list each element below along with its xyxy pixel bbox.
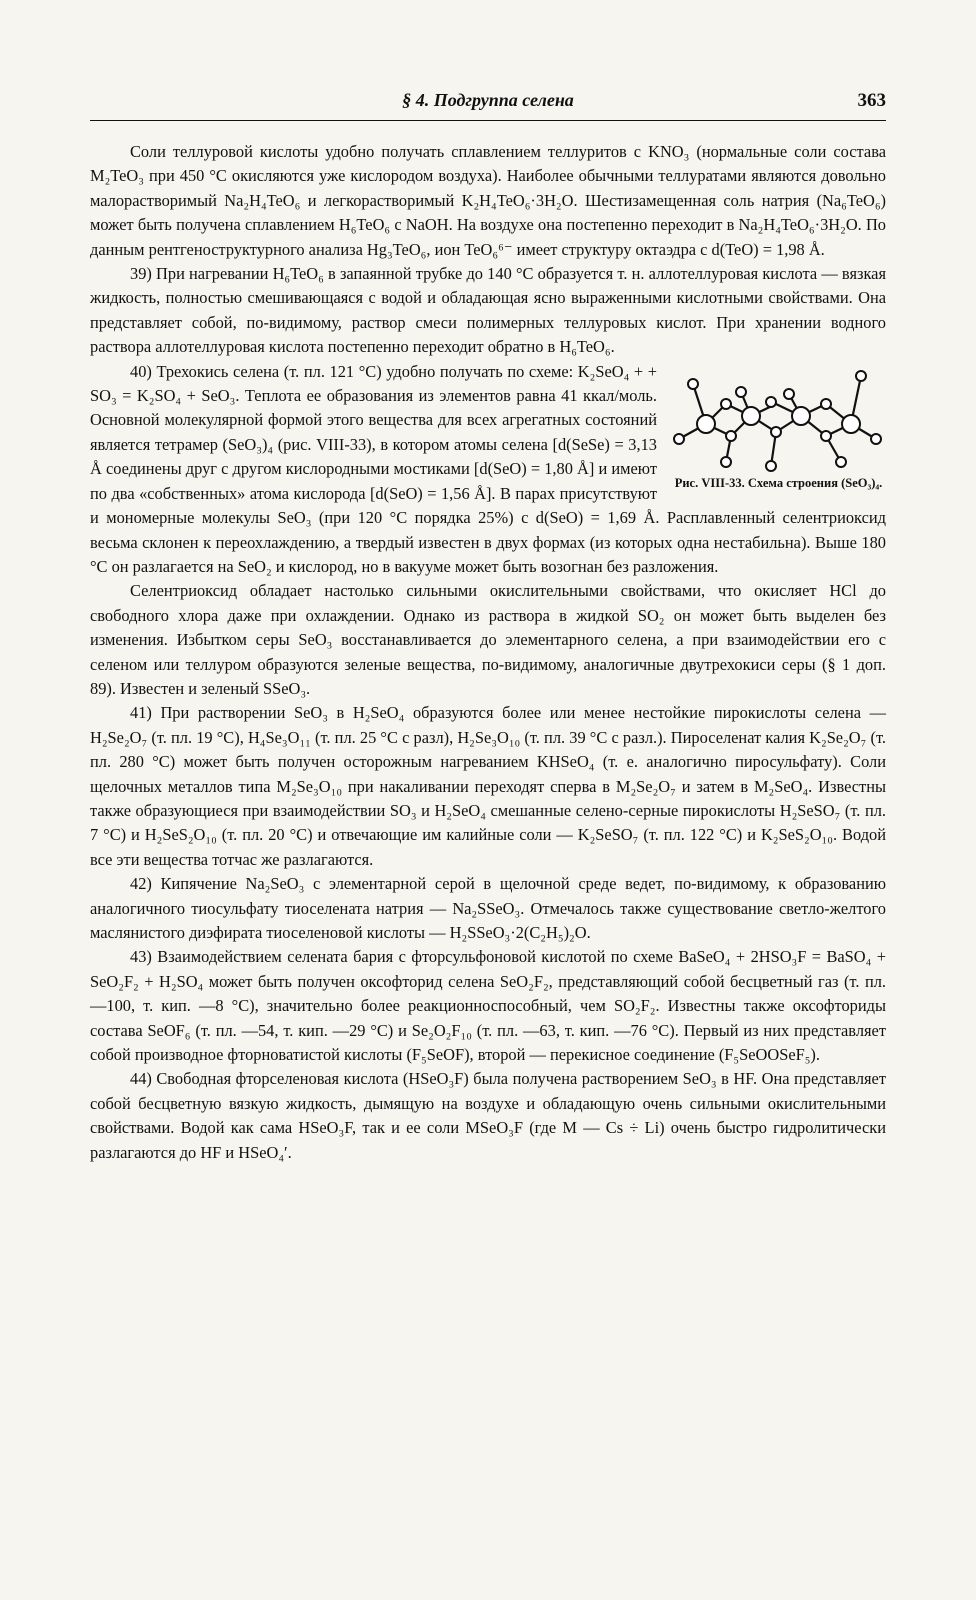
figure-seo3-tetramer <box>671 364 886 490</box>
running-title: § 4. Подгруппа селена <box>402 90 574 110</box>
paragraph-40: 40) Трехокись селена (т. пл. 121 °C) удобно получать по схеме: K₂SeO₄ + + SO₃ = K₂SO₄ + SeO₃. Теплота ее образования из элементов равна 41 ккал/моль. Основной молекулярной формой этого вещества для всех агрегатных состояний является тетрамер (SeO₃)₄ (рис. VIII-33), в котором атомы селена [d(SeSe) = 3,13 Å соединены друг с другом кислородными мостиками [d(SeO) = 1,80 Å] и имеют по два «собственных» атома кислорода [d(SeO) = 1,56 Å]. В парах присутствуют и мономерные молекулы SeO₃ (при 120 °C порядка 25%) с d(SeO) = 1,69 Å. Расплавленный селентриоксид весьма склонен к переохлаждению, а твердый известен в двух формах (из которых одна нестабильна). Выше 180 °C он разлагается на SeO₂ и кислород, но в вакууме может быть возогнан без разложения. <box>90 361 886 576</box>
paragraph-selenium-trioxide: Селентриоксид обладает настолько сильными окислительными свойствами, что окисляет HCl до свободного хлора даже при охлаждении. Однако из раствора в жидкой SO₂ он может быть выделен без изменения. Избытком серы SeO₃ восстанавливается до элементарного селена, а при взаимодействии его с селеном или теллуром образуются зеленые вещества, по-видимому, аналогичные двутрехокиси серы (§ 1 доп. 89). Известен и зеленый SSeO₃. <box>90 581 886 698</box>
page-number: 363 <box>857 90 886 111</box>
paragraph-41: 41) При растворении SeO₃ в H₂SeO₄ образуются более или менее нестойкие пирокислоты селена — H₂Se₂O₇ (т. пл. 19 °C), H₄Se₃O₁₁ (т. пл. 25 °C с разл), H₂Se₃O₁₀ (т. пл. 39 °C с разл.). Пироселенат калия K₂Se₂O₇ (т. пл. 280 °C) может быть получен осторожным нагреванием KHSeO₄ (т. е. аналогично пиросульфату). Соли щелочных металлов типа M₂Se₃O₁₀ при накаливании переходят сперва в M₂Se₂O₇ и затем в M₂SeO₄. Известны также образующиеся при взаимодействии SO₃ и H₂SeO₄ смешанные селено-серные пирокислоты H₂SeSO₇ (т. пл. 7 °C) и H₂SeS₂O₁₀ (т. пл. 20 °C) и отвечающие им калийные соли — K₂SeSO₇ (т. пл. 122 °C) и K₂SeS₂O₁₀. Водой все эти вещества тотчас же разлагаются. <box>90 703 886 869</box>
page-header <box>90 86 886 121</box>
paragraph-39: 39) При нагревании H₆TeO₆ в запаянной трубке до 140 °C образуется т. н. аллотеллуровая кислота — вязкая жидкость, полностью смешивающаяся с водой и обладающая ясно выраженными кислотными свойствами. Она представляет собой, по-видимому, раствор смеси полимерных теллуровых кислот. При хранении водного раствора аллотеллуровая кислота постепенно переходит обратно в H₆TeO₆. <box>90 264 886 357</box>
page-body <box>90 140 886 1165</box>
paragraph-42: 42) Кипячение Na₂SeO₃ с элементарной серой в щелочной среде ведет, по-видимому, к образованию аналогичного тиосульфату тиоселената натрия — Na₂SSeO₃. Отмечалось также существование светло-желтого маслянистого диэфирата тиоселеновой кислоты — H₂SSeO₃·2(C₂H₅)₂O. <box>90 874 886 942</box>
paragraph-telluric-salts: Соли теллуровой кислоты удобно получать сплавлением теллуритов с KNO₃ (нормальные соли состава M₂TeO₃ при 450 °C окисляются уже кислородом воздуха). Наиболее обычными теллуратами являются довольно малорастворимый Na₂H₄TeO₆ и легкорастворимый K₂H₄TeO₆·3H₂O. Шестизамещенная соль натрия (Na₆TeO₆) может быть получена сплавлением H₆TeO₆ с NaOH. На воздухе она постепенно переходит в Na₂H₄TeO₆·3H₂O. По данным рентгеноструктурного анализа Hg₃TeO₆, ион TeO₆⁶⁻ имеет структуру октаэдра с d(TeO) = 1,98 Å. <box>90 142 886 259</box>
paragraph-43: 43) Взаимодействием селената бария с фторсульфоновой кислотой по схеме BaSeO₄ + 2HSO₃F = BaSO₄ + SeO₂F₂ + H₂SO₄ может быть получен оксофторид селена SeO₂F₂, представляющий собой бесцветный газ (т. пл. —100, т. кип. —8 °C), значительно более реакционноспособный, чем SO₂F₂. Известны также оксофториды состава SeOF₆ (т. пл. —54, т. кип. —29 °C) и Se₂O₂F₁₀ (т. пл. —63, т. кип. —76 °C). Первый из них представляет собой производное фторноватистой кислоты (F₅SeOF), второй — перекисное соединение (F₅SeOOSeF₅). <box>90 947 886 1065</box>
tetramer-structure-diagram <box>671 364 886 476</box>
paragraph-44: 44) Свободная фторселеновая кислота (HSeO₃F) была получена растворением SeO₃ в HF. Она представляет собой бесцветную вязкую жидкость, дымящую на воздухе и обладающую очень сильными окислительными свойствами. Водой как сама HSeO₃F, так и ее соли MSeO₃F (где M — Cs ÷ Li) очень быстро гидролитически разлагаются до HF и HSeO₄′. <box>90 1069 886 1162</box>
figure-caption: Рис. VIII-33. Схема строения (SeO₃)₄. <box>674 475 883 490</box>
